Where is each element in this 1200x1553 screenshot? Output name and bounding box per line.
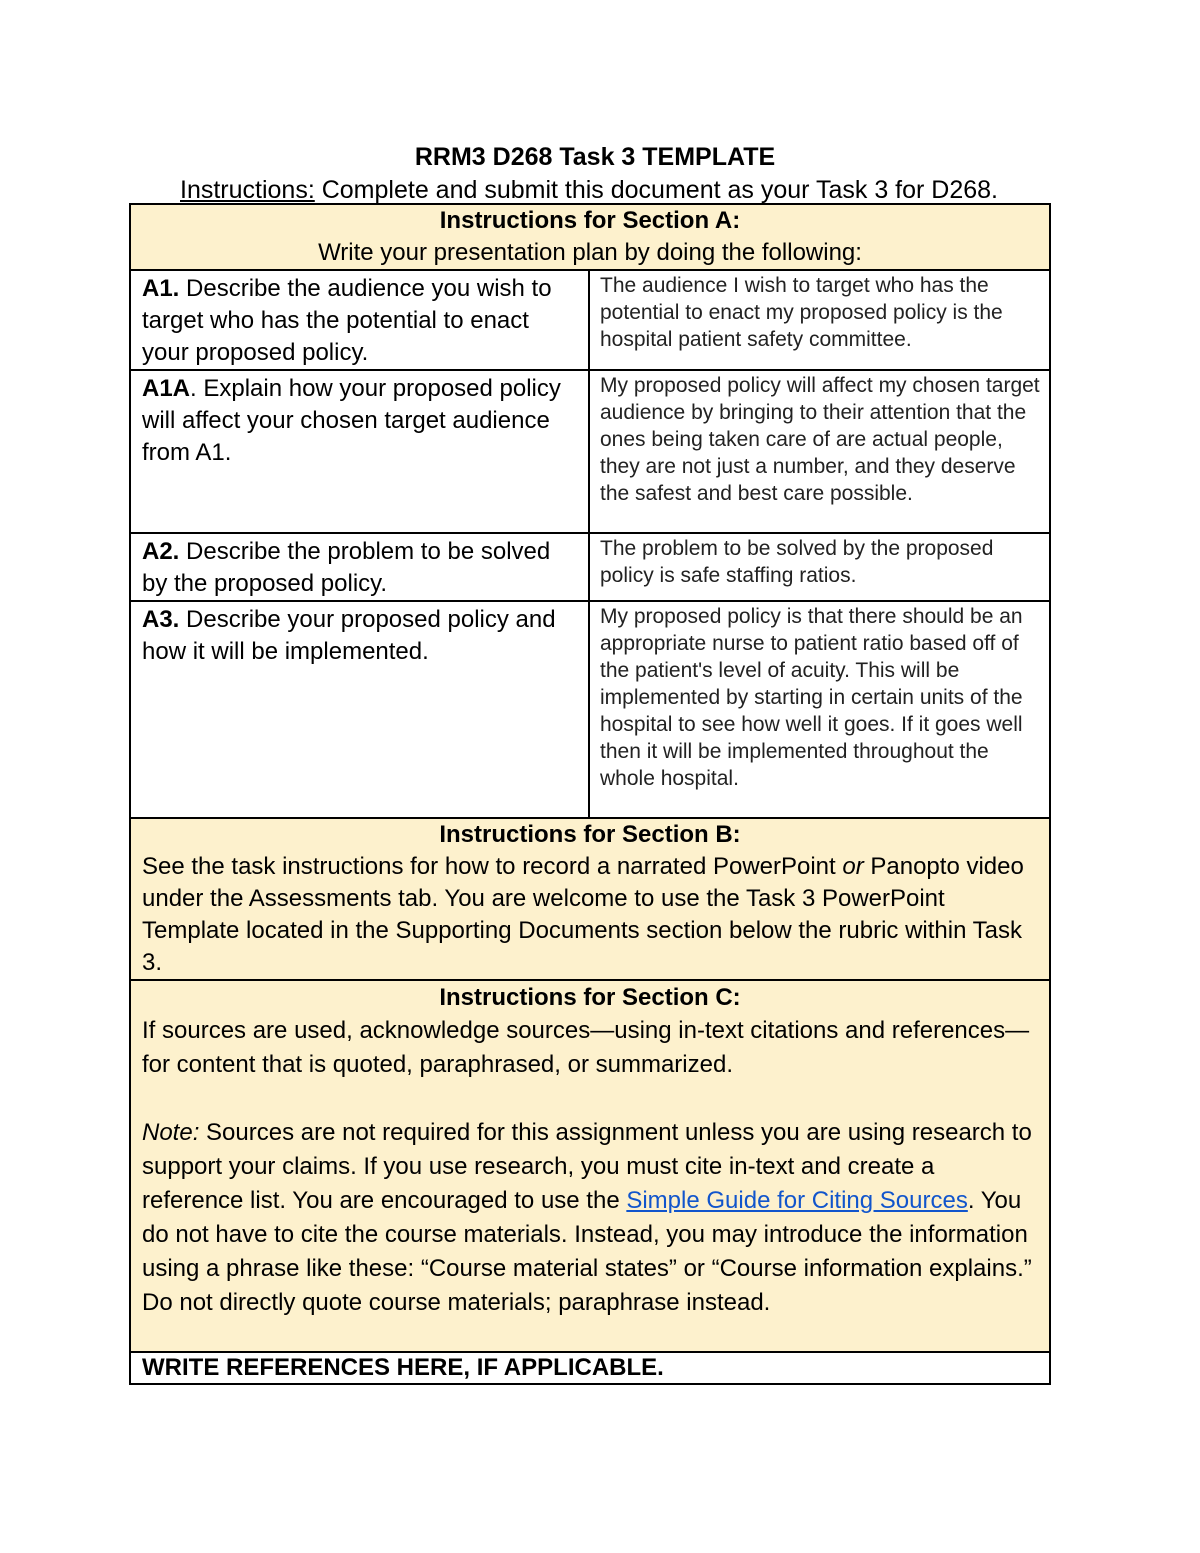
note-text-1: Sources are not required for this assignment unless you are using research to support your claims. If you use research, you must cite in-text and create a reference list. You are encouraged to use the	[142, 1119, 1032, 1214]
prompt-text: Describe your proposed policy and how it will be implemented.	[142, 606, 556, 665]
document-instructions	[0, 174, 1178, 206]
section-b-text-2: Panopto video under the Assessments tab. You are welcome to use the Task 3 PowerPoint Template located in the Supporting Documents section below the rubric within Task 3.	[142, 853, 1024, 976]
instructions-text: Complete and submit this document as your Task 3 for D268.	[314, 176, 998, 204]
section-c-paragraph-1: If sources are used, acknowledge sources—using in-text citations and references—for content that is quoted, paraphrased, or summarized.	[142, 1017, 1030, 1078]
prompt-text: Describe the audience you wish to target who has the potential to enact your proposed policy.	[142, 275, 552, 366]
section-c-spacer	[131, 1082, 1049, 1116]
section-c	[130, 980, 1050, 1352]
instructions-label: Instructions:	[180, 176, 315, 204]
section-b-text-1: See the task instructions for how to record a narrated PowerPoint	[142, 853, 843, 880]
section-b-row	[130, 818, 1050, 980]
section-b-heading: Instructions for Section B:	[439, 821, 741, 848]
section-a-header	[130, 204, 1050, 270]
answer-cell-a3[interactable]: My proposed policy is that there should be an appropriate nurse to patient ratio based off of the patient's level of acuity. This will be implemented by starting in certain units of the hospital to see how well it goes. If it goes well then it will be implemented throughout the whole hospital.	[589, 601, 1050, 818]
note-text-2: . You do not have to cite the course materials. Instead, you may introduce the information using a phrase like these: “Course material states” or “Course information explains.” Do not directly quote course materials; paraphrase instead.	[142, 1187, 1032, 1316]
answer-cell-a1[interactable]: The audience I wish to target who has the potential to enact my proposed policy is the hospital patient safety committee.	[589, 270, 1050, 370]
references-row	[130, 1352, 1050, 1384]
prompt-label: A3.	[142, 606, 180, 633]
table-row	[130, 270, 1050, 370]
answer-cell-a1a[interactable]: My proposed policy will affect my chosen target audience by bringing to their attention that the ones being taken care of are actual people, they are not just a number, and they deserve the safest and best care possible.	[589, 370, 1050, 533]
section-a-heading: Instructions for Section A:	[439, 207, 741, 234]
table-row	[130, 601, 1050, 818]
document-title: RRM3 D268 Task 3 TEMPLATE	[414, 143, 776, 171]
section-b-text	[131, 851, 1049, 979]
section-c-note	[131, 1116, 1049, 1320]
prompt-label: A2.	[142, 538, 180, 565]
prompt-label: A1A	[142, 375, 191, 402]
citing-guide-link[interactable]: Simple Guide for Citing Sources	[626, 1187, 968, 1214]
prompt-text: Describe the problem to be solved by the proposed policy.	[142, 538, 551, 597]
prompt-label: A1.	[142, 275, 180, 302]
answer-cell-a2[interactable]: The problem to be solved by the proposed policy is safe staffing ratios.	[589, 533, 1050, 601]
section-b	[130, 818, 1050, 980]
section-b-or: or	[842, 853, 864, 880]
section-a-subheading: Write your presentation plan by doing the following:	[318, 239, 862, 266]
section-c-heading: Instructions for Section C:	[439, 984, 741, 1011]
table-row	[130, 370, 1050, 533]
prompt-cell-a2	[130, 533, 589, 601]
note-label: Note:	[142, 1119, 200, 1146]
section-a-header-row	[130, 204, 1050, 270]
table-row	[130, 533, 1050, 601]
references-cell[interactable]: WRITE REFERENCES HERE, IF APPLICABLE.	[130, 1352, 1050, 1384]
task-table	[129, 203, 1051, 1385]
prompt-cell-a3	[130, 601, 589, 818]
section-c-row	[130, 980, 1050, 1352]
prompt-cell-a1	[130, 270, 589, 370]
prompt-cell-a1a	[130, 370, 589, 533]
prompt-text: . Explain how your proposed policy will affect your chosen target audience from A1.	[142, 375, 561, 466]
